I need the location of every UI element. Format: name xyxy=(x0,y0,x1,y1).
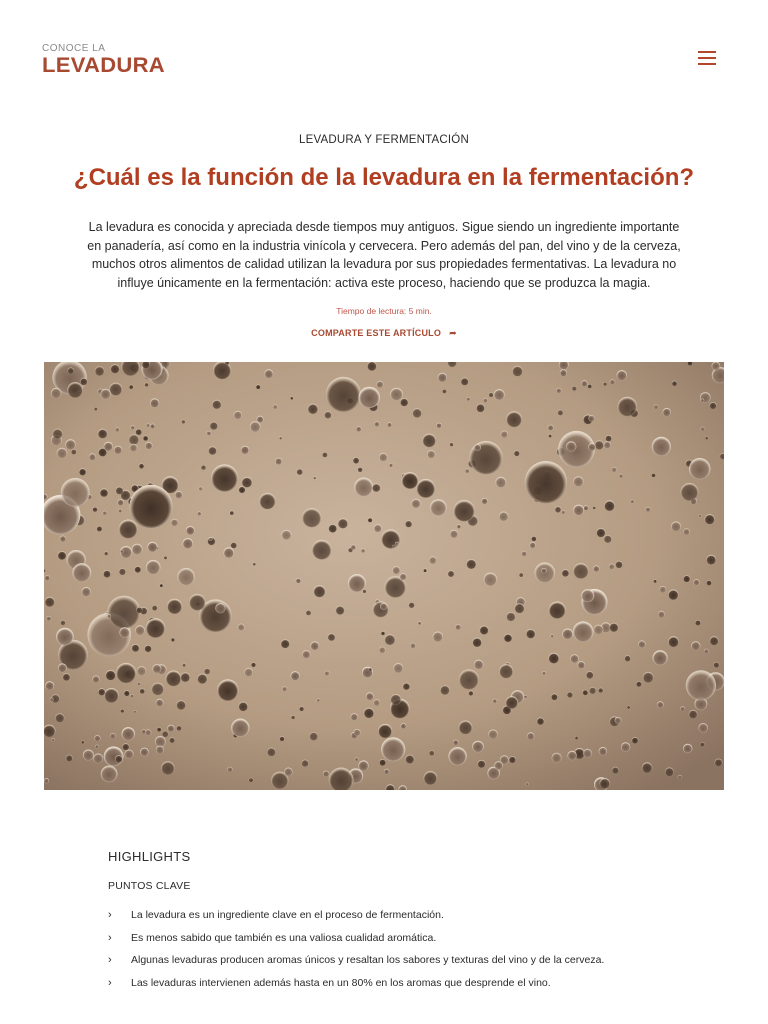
highlights-subtitle: PUNTOS CLAVE xyxy=(108,880,191,892)
chevron-right-icon: › xyxy=(108,909,112,921)
article-title: ¿Cuál es la función de la levadura en la fermentación? xyxy=(73,164,695,191)
chevron-right-icon: › xyxy=(108,931,112,944)
fermentation-bubbles-image xyxy=(44,362,724,790)
hero-image xyxy=(44,362,724,790)
logo-big-text: LEVADURA xyxy=(42,53,165,77)
share-button[interactable] xyxy=(0,328,768,339)
share-label: COMPARTE ESTE ARTÍCULO xyxy=(311,328,442,338)
list-item: › La levadura es un ingrediente clave en el proceso de fermentación. xyxy=(108,909,444,921)
hamburger-icon[interactable] xyxy=(698,49,720,67)
list-item: › Es menos sabido que también es una valiosa cualidad aromática. xyxy=(108,931,437,944)
reading-time: Tiempo de lectura: 5 min. xyxy=(336,306,432,316)
article-intro: La levadura es conocida y apreciada desde tiempos muy antiguos. Sigue siendo un ingrediente importante en panadería, así como en la industria vinícola y cervecera. Pero además del pan, del vino y de la cerveza, muchos otros alimentos de calidad utilizan la levadura por sus propiedades fermentativas. La levadura no influye únicamente en la fermentación: activa este proceso, haciendo que se produzca la magia. xyxy=(87,220,681,290)
list-item: › Las levaduras intervienen además hasta en un 80% en los aromas que desprende el vino. xyxy=(108,976,551,989)
chevron-right-icon: › xyxy=(108,976,112,989)
site-logo[interactable] xyxy=(42,43,165,77)
logo-small-text: CONOCE LA xyxy=(42,43,106,54)
highlights-title: HIGHLIGHTS xyxy=(108,849,191,864)
chevron-right-icon: › xyxy=(108,954,112,966)
article-category: LEVADURA Y FERMENTACIÓN xyxy=(299,134,469,146)
highlights-list xyxy=(108,907,708,997)
list-item: › Algunas levaduras producen aromas únicos y resaltan los sabores y texturas del vino y de la cerveza. xyxy=(108,954,605,966)
share-arrow-icon: ➦ xyxy=(449,328,457,338)
